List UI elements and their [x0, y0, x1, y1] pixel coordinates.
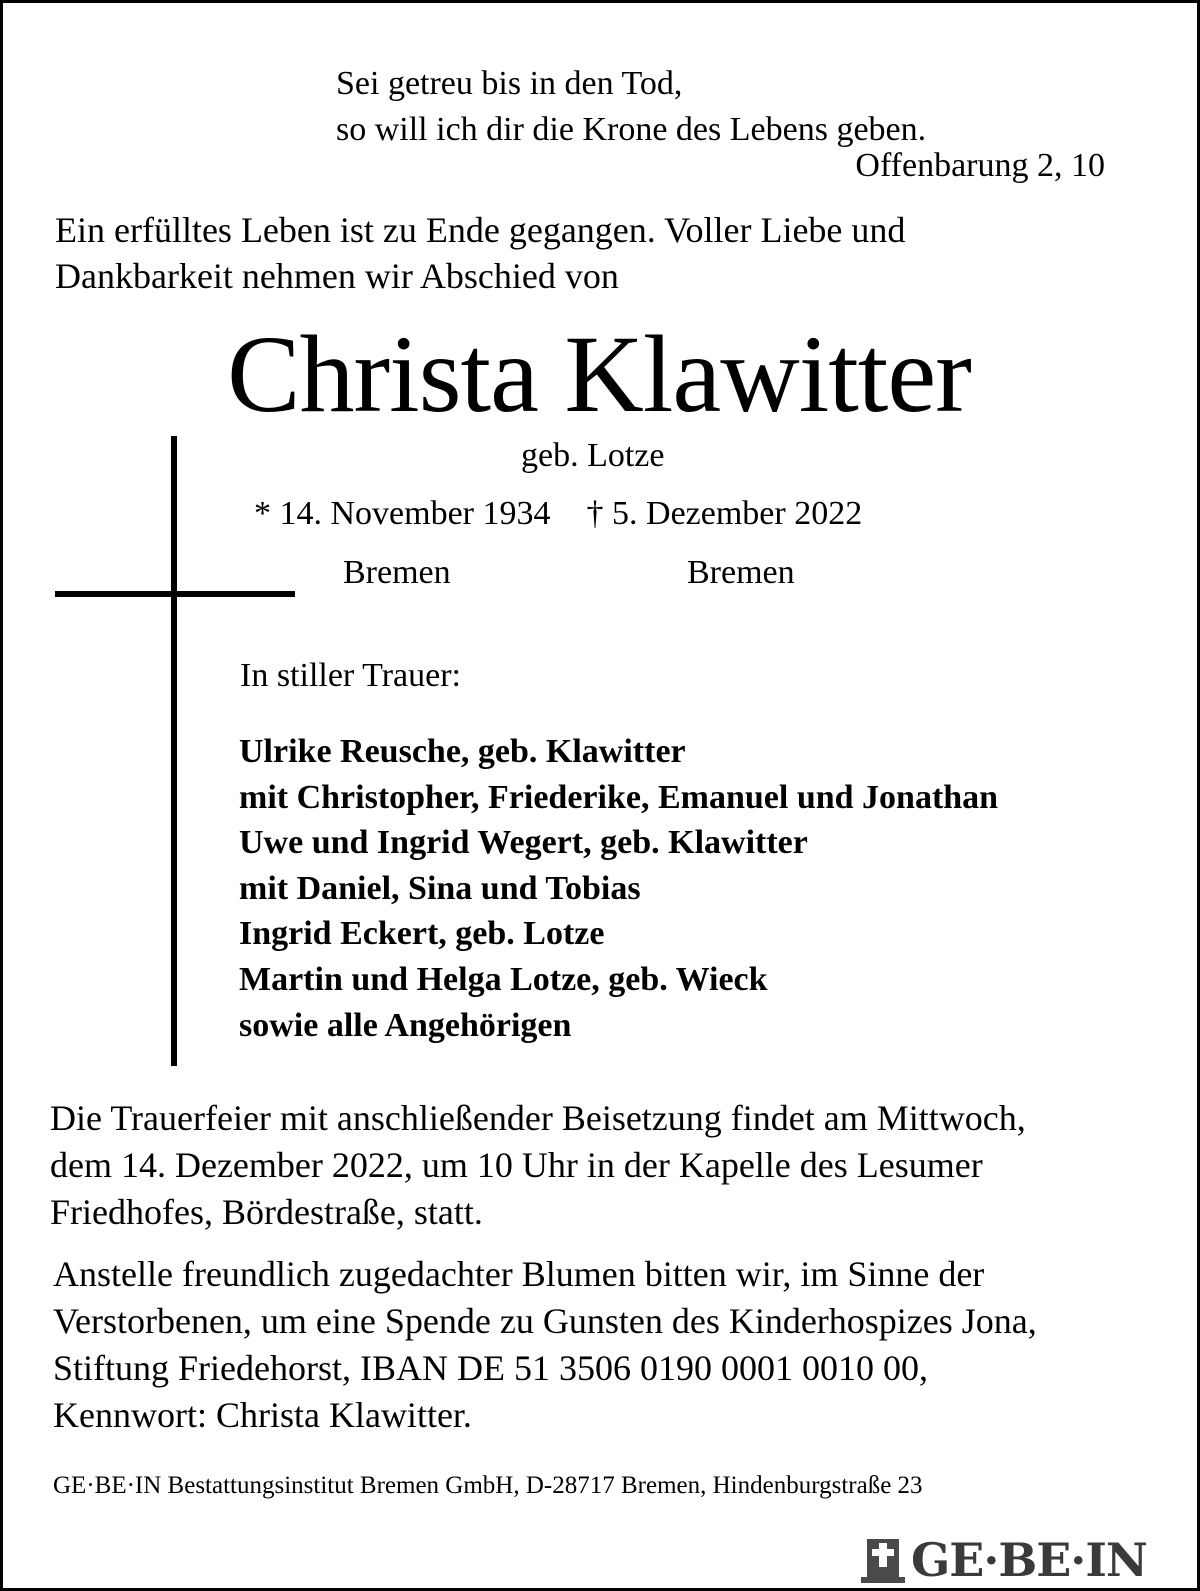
- mourner-line: Uwe und Ingrid Wegert, geb. Klawitter: [239, 824, 808, 862]
- donation-line-3: Stiftung Friedehorst, IBAN DE 51 3506 0190 0001 0010 00,: [53, 1348, 928, 1388]
- logo-text: GE·BE·IN: [911, 1533, 1147, 1587]
- birth-place: Bremen: [343, 554, 451, 591]
- verse-line-1: Sei getreu bis in den Tod,: [336, 65, 683, 102]
- mourners-list: [239, 729, 998, 1048]
- mourning-heading: In stiller Trauer:: [240, 657, 461, 694]
- donation-line-1: Anstelle freundlich zugedachter Blumen bitten wir, im Sinne der: [53, 1254, 985, 1294]
- bible-verse: [336, 61, 926, 153]
- intro-text: [55, 207, 905, 299]
- mourner-line: Ingrid Eckert, geb. Lotze: [239, 915, 605, 953]
- verse-reference: Offenbarung 2, 10: [855, 147, 1105, 184]
- mourner-line: Martin und Helga Lotze, geb. Wieck: [239, 960, 768, 998]
- intro-line-2: Dankbarkeit nehmen wir Abschied von: [55, 256, 619, 296]
- cross-icon: [171, 436, 177, 1066]
- ceremony-line-1: Die Trauerfeier mit anschließender Beisetzung findet am Mittwoch,: [50, 1098, 1026, 1138]
- ceremony-line-3: Friedhofes, Bördestraße, statt.: [50, 1192, 483, 1232]
- deceased-name-text: Christa Klawitter: [227, 313, 971, 435]
- gebein-logo: [861, 1533, 1147, 1587]
- verse-line-2: so will ich dir die Krone des Lebens geben.: [336, 111, 927, 148]
- donation-info: [53, 1251, 1037, 1439]
- donation-line-4: Kennwort: Christa Klawitter.: [53, 1395, 472, 1435]
- mourner-line: mit Christopher, Friederike, Emanuel und Jonathan: [239, 778, 999, 816]
- cross-icon-bar: [55, 591, 295, 597]
- mourner-line: Ulrike Reusche, geb. Klawitter: [239, 733, 686, 770]
- donation-line-2: Verstorbenen, um eine Spende zu Gunsten des Kinderhospizes Jona,: [53, 1301, 1037, 1341]
- mourner-line: mit Daniel, Sina und Tobias: [239, 869, 641, 907]
- ceremony-info: [50, 1095, 1026, 1236]
- life-dates: [254, 497, 862, 531]
- undertaker-address: GE·BE·IN Bestattungsinstitut Bremen GmbH, D-28717 Bremen, Hindenburgstraße 23: [53, 1472, 923, 1499]
- mourner-line: sowie alle Angehörigen: [239, 1006, 572, 1044]
- maiden-name: geb. Lotze: [521, 437, 665, 474]
- intro-line-1: Ein erfülltes Leben ist zu Ende gegangen. Voller Liebe und: [55, 210, 906, 250]
- birth-date: * 14. November 1934: [254, 495, 551, 532]
- ceremony-line-2: dem 14. Dezember 2022, um 10 Uhr in der Kapelle des Lesumer: [50, 1145, 983, 1185]
- funeral-home-logo-icon: [861, 1537, 905, 1583]
- death-place: Bremen: [687, 554, 795, 591]
- death-date: † 5. Dezember 2022: [586, 495, 863, 532]
- deceased-name: [3, 313, 1200, 435]
